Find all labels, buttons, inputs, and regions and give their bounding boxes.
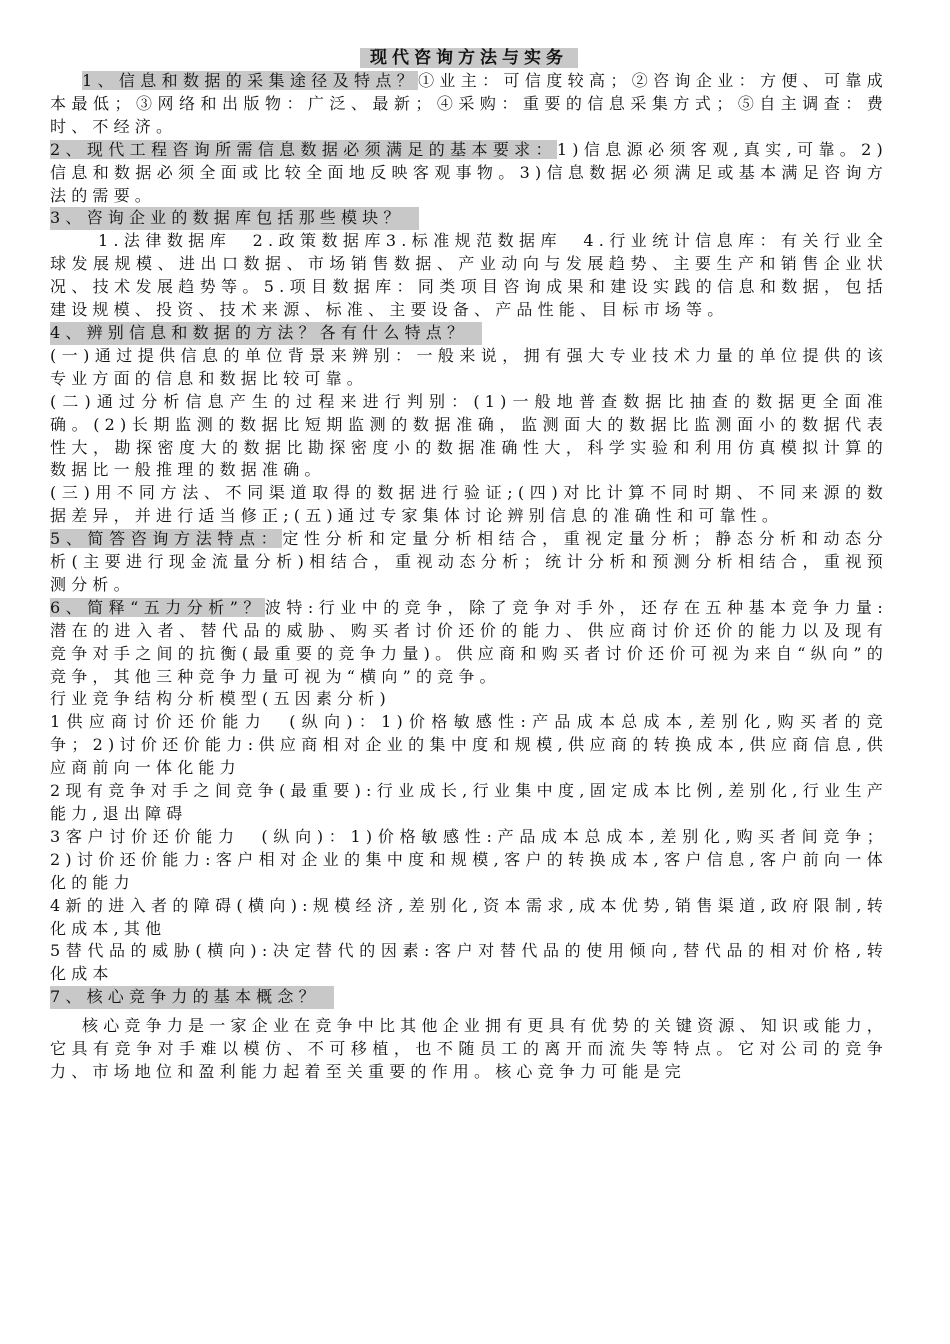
section-3-answer: 1.法律数据库 2.政策数据库3.标准规范数据库 4.行业统计信息库：有关行业全球发展规模、进出口数据、市场销售数据、产业动向与发展趋势、主要生产和销售企业状况、技术发展趋势等。5.项目数据库：同类项目咨询成果和建设实践的信息和数据，包括建设规模、投资、技术来源、标准、主要设备、产品性能、目标市场等。	[50, 231, 888, 320]
section-7-answer: 核心竞争力是一家企业在竞争中比其他企业拥有更具有优势的关键资源、知识或能力，它具有竞争对手难以模仿、不可移植，也不随员工的离开而流失等特点。它对公司的竞争力、市场地位和盈利能力起着至关重要的作用。核心竞争力可能是完	[50, 1016, 888, 1081]
section-4-paragraph-3: (三)用不同方法、不同渠道取得的数据进行验证;(四)对比计算不同时期、不同来源的数据差异，并进行适当修正;(五)通过专家集体讨论辨别信息的准确性和可靠性。	[50, 483, 888, 526]
section-6-model-title: 行业竞争结构分析模型(五因素分析)	[50, 689, 391, 709]
section-5-question: 5、简答咨询方法特点：	[50, 529, 283, 549]
section-7-heading	[50, 986, 888, 1009]
section-6-factor-5: 5替代品的威胁(横向):决定替代的因素:客户对替代品的使用倾向,替代品的相对价格,转化成本	[50, 941, 888, 984]
section-6-factor-3: 3客户讨价还价能力 (纵向)：1)价格敏感性:产品成本总成本,差别化,购买者间竞争；2)讨价还价能力:客户相对企业的集中度和规模,客户的转换成本,客户信息,客户前向一体化的能力	[50, 826, 888, 892]
section-4-heading	[50, 322, 888, 345]
document-title	[50, 46, 888, 70]
section-3-heading	[50, 207, 888, 230]
section-4-paragraph-1: (一)通过提供信息的单位背景来辨别：一般来说，拥有强大专业技术力量的单位提供的该专业方面的信息和数据比较可靠。	[50, 345, 888, 388]
section-4-paragraph-2: (二)通过分析信息产生的过程来进行判别：(1)一般地普查数据比抽查的数据更全面准确。(2)长期监测的数据比短期监测的数据准确，监测面大的数据比监测面小的数据代表性大，勘探密度大的数据比勘探密度小的数据准确性大，科学实验和利用仿真模拟计算的数据比一般推理的数据准确。	[50, 391, 888, 480]
section-3-question: 3、咨询企业的数据库包括那些模块？	[50, 207, 419, 230]
section-6-factor-1: 1供应商讨价还价能力 (纵向)：1)价格敏感性:产品成本总成本,差别化,购买者的竞争；2)讨价还价能力:供应商相对企业的集中度和规模,供应商的转换成本,供应商信息,供应商前向一体化能力	[50, 712, 888, 778]
section-7-question: 7、核心竞争力的基本概念？	[50, 986, 334, 1009]
section-1	[50, 70, 888, 139]
document-page	[50, 46, 888, 1084]
section-5	[50, 528, 888, 597]
section-6-factor-2: 2现有竞争对手之间竞争(最重要):行业成长,行业集中度,固定成本比例,差别化,行业生产能力,退出障碍	[50, 781, 888, 823]
document-title-text: 现代咨询方法与实务	[360, 48, 578, 68]
section-5-answer: 定性分析和定量分析相结合，重视定量分析；静态分析和动态分析(主要进行现金流量分析)相结合，重视动态分析；统计分析和预测分析相结合，重视预测分析。	[50, 529, 888, 594]
section-2-question: 2、现代工程咨询所需信息数据必须满足的基本要求：	[50, 139, 557, 159]
section-6-question: 6、简释“五力分析”？	[50, 597, 265, 617]
section-1-question: 1、信息和数据的采集途径及特点？	[82, 71, 419, 90]
section-6	[50, 597, 888, 689]
section-1-answer: ①业主：可信度较高；②咨询企业：方便、可靠成本最低；③网络和出版物：广泛、最新；④采购：重要的信息采集方式；⑤自主调查：费时、不经济。	[50, 71, 888, 136]
section-2-answer: 1)信息源必须客观,真实,可靠。2)信息和数据必须全面或比较全面地反映客观事物。3)信息数据必须满足或基本满足咨询方法的需要。	[50, 139, 888, 205]
section-6-answer: 波特:行业中的竞争，除了竞争对手外，还存在五种基本竞争力量:潜在的进入者、替代品的威胁、购买者讨价还价的能力、供应商讨价还价的能力以及现有竞争对手之间的抗衡(最重要的竞争力量)。供应商和购买者讨价还价可视为来自“纵向”的竞争，其他三种竞争力量可视为“横向”的竞争。	[50, 597, 888, 686]
section-4-question: 4、辨别信息和数据的方法？各有什么特点？	[50, 322, 482, 345]
section-2	[50, 139, 888, 208]
section-6-factor-4: 4新的进入者的障碍(横向):规模经济,差别化,资本需求,成本优势,销售渠道,政府限制,转化成本,其他	[50, 895, 888, 938]
